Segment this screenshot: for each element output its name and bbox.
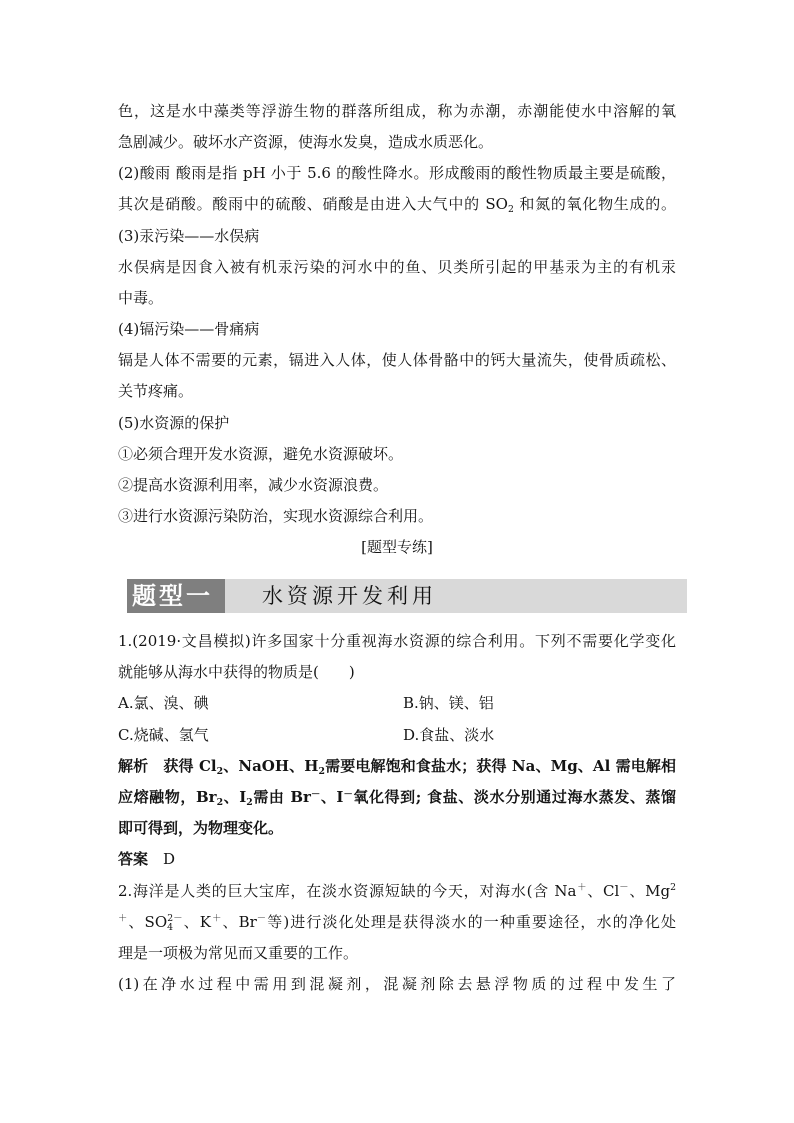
protection-point-1: ①必须合理开发水资源，避免水资源破坏。 (118, 444, 404, 463)
superscript: － (343, 788, 353, 800)
text-segment: 、Cl (587, 881, 620, 900)
options-row (118, 720, 676, 751)
practice-heading: [题型专练] (361, 538, 433, 557)
analysis-line: 即可得到，为物理变化。 (118, 819, 284, 838)
notes-section (118, 96, 676, 563)
text-segment: 、I (223, 788, 247, 807)
analysis-line (118, 751, 676, 782)
text-segment: 和氮的氧化物生成的。 (513, 195, 676, 214)
answer-label: 答案 (118, 850, 149, 869)
text-segment: 其次是硝酸。酸雨中的硫酸、硝酸是由进入大气中的 SO (118, 195, 508, 214)
red-tide-text-line: 色，这是水中藻类等浮游生物的群落所组成，称为赤潮，赤潮能使水中溶解的氧 (118, 102, 676, 120)
answer-line (118, 844, 676, 875)
minamata-text-line: 中毒。 (118, 288, 164, 307)
analysis-label: 解析 (118, 756, 149, 775)
superscript: ＋ (576, 882, 588, 894)
option-b: B.钠、镁、铝 (403, 694, 494, 713)
superscript: － (619, 882, 629, 894)
banner-title: 水资源开发利用 (262, 584, 437, 608)
itai-itai-text-line: 镉是人体不需要的元素，镉进入人体，使人体骨骼中的钙大量流失，使骨质疏松、 (118, 351, 676, 370)
question-2-stem (118, 876, 676, 907)
cadmium-pollution-heading: (4)镉污染——骨痛病 (118, 320, 260, 339)
superscript: ＋ (118, 913, 129, 925)
text-segment: 、K (182, 912, 211, 931)
question-1-stem: 就能够从海水中获得的物质是( ) (118, 663, 355, 682)
question-1-stem: 1.(2019·文昌模拟)许多国家十分重视海水资源的综合利用。下列不需要化学变化 (118, 632, 676, 650)
acid-rain-text-line (118, 189, 676, 220)
itai-itai-text-line: 关节疼痛。 (118, 382, 194, 401)
analysis-line (118, 782, 676, 813)
options-row (118, 688, 676, 719)
red-tide-text-line: 急剧减少。破坏水产资源，使海水发臭，造成水质恶化。 (118, 133, 494, 152)
minamata-text-line: 水俣病是因食入被有机汞污染的河水中的鱼、贝类所引起的甲基汞为主的有机汞 (118, 257, 676, 276)
superscript: － (256, 913, 267, 925)
text-segment: 、NaOH、H (223, 756, 319, 775)
text-segment: 等)进行淡化处理是获得淡水的一种重要途径，水的净化处 (266, 912, 676, 931)
mercury-pollution-heading: (3)汞污染——水俣病 (118, 226, 260, 245)
superscript: － (310, 788, 321, 800)
answer-value: D (163, 850, 176, 869)
text-segment: 2.海洋是人类的巨大宝库，在淡水资源短缺的今天，对海水(含 Na (118, 881, 577, 900)
question-2-stem (118, 907, 676, 938)
text-segment: 、SO (128, 912, 168, 931)
text-segment: 、Mg (628, 881, 671, 900)
text-segment: 需由 Br (252, 788, 311, 807)
text-segment: 、Br (222, 912, 257, 931)
text-segment: 获得 Cl (148, 756, 217, 775)
section-banner (127, 579, 687, 613)
option-d: D.食盐、淡水 (403, 725, 495, 744)
protection-point-2: ②提高水资源利用率，减少水资源浪费。 (118, 475, 389, 494)
subscript: 2 (246, 796, 253, 808)
subscript: 2 (318, 765, 325, 777)
water-protection-heading: (5)水资源的保护 (118, 413, 230, 432)
text-segment: 应熔融物，Br (118, 788, 217, 807)
subscript: 2 (216, 796, 224, 808)
banner-tag: 题型一 (127, 579, 225, 613)
option-c: C.烧碱、氢气 (118, 725, 209, 744)
question-2-stem: 理是一项极为常见而又重要的工作。 (118, 944, 359, 963)
acid-rain-heading-line: (2)酸雨 酸雨是指 pH 小于 5.6 的酸性降水。形成酸雨的酸性物质最主要是硫酸， (118, 164, 676, 183)
text-segment: 、I (320, 788, 344, 807)
subscript: 2 (216, 765, 224, 777)
superscript: 2 (670, 882, 676, 894)
sub-question-1: (1)在净水过程中需用到混凝剂，混凝剂除去悬浮物质的过程中发生了 (118, 975, 676, 994)
superscript: 2－ (167, 913, 183, 925)
protection-point-3: ③进行水资源污染防治，实现水资源综合利用。 (118, 507, 434, 526)
subscript: 4 (167, 921, 174, 933)
superscript: ＋ (210, 913, 223, 925)
option-a: A.氯、溴、碘 (118, 694, 209, 713)
questions-section (118, 626, 676, 1000)
text-segment: 氧化得到; 食盐、淡水分别通过海水蒸发、蒸馏 (352, 788, 677, 807)
subscript: 2 (507, 204, 514, 216)
text-segment: 需要电解饱和食盐水；获得 Na、Mg、Al 需电解相 (324, 756, 676, 775)
